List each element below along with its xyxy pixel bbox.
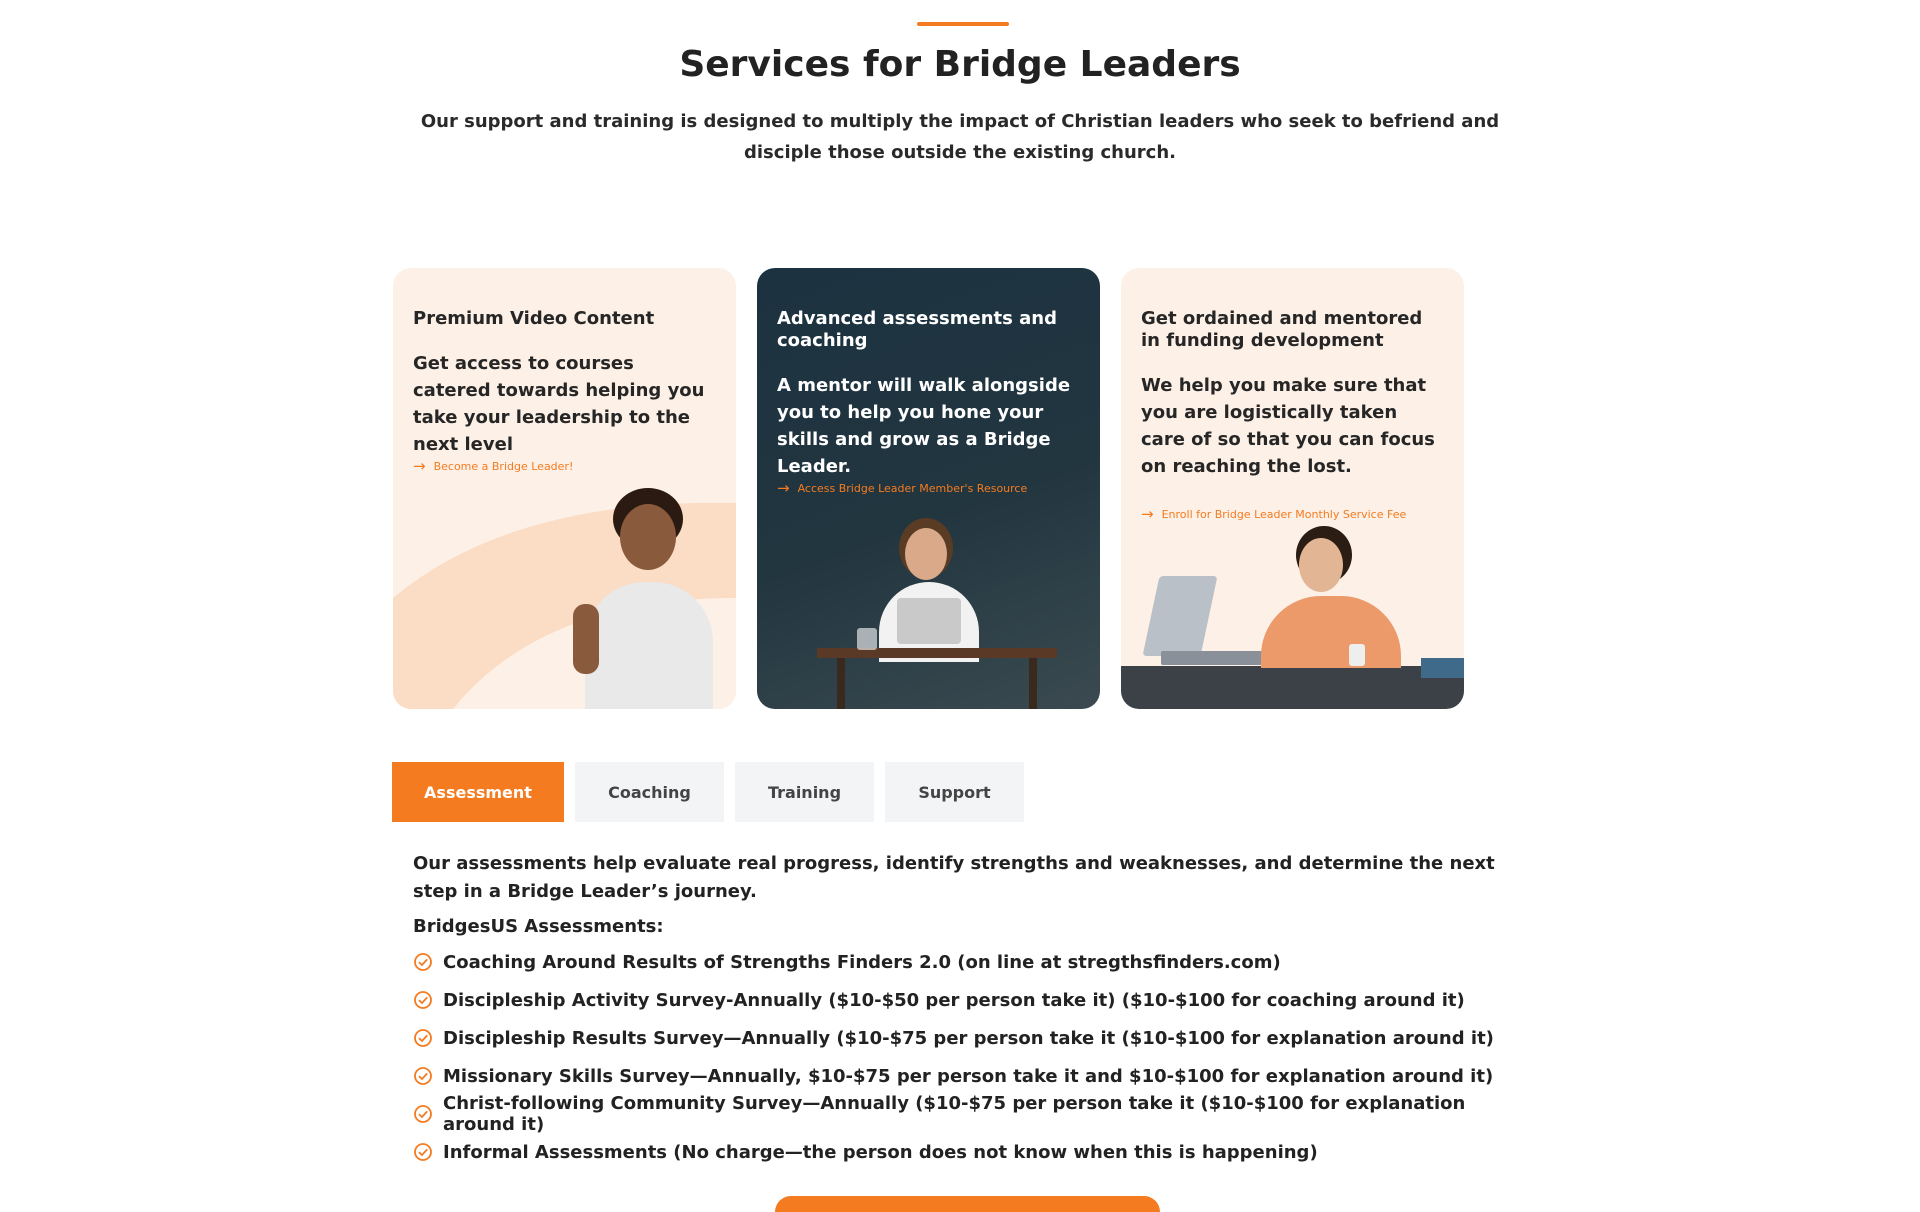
tab-training[interactable]: Training (735, 762, 874, 822)
tab-coaching[interactable]: Coaching (575, 762, 724, 822)
card-body: Get access to courses catered towards helping you take your leadership to the next level (413, 353, 705, 455)
card-body: A mentor will walk alongside you to help you hone your skills and grow as a Bridge Leader. (777, 375, 1071, 477)
check-circle-icon (413, 1066, 433, 1086)
enroll-monthly-fee-link[interactable]: → Enroll for Bridge Leader Monthly Service Fee (1141, 505, 1407, 523)
arrow-right-icon: → (413, 457, 426, 475)
arrow-right-icon: → (1141, 505, 1154, 523)
access-member-resource-link[interactable]: → Access Bridge Leader Member's Resource (777, 479, 1028, 497)
list-item: Coaching Around Results of Strengths Finders 2.0 (on line at stregthsfinders.com) (413, 943, 1523, 981)
list-item: Discipleship Activity Survey-Annually ($10-$50 per person take it) ($10-$100 for coaching around it) (413, 981, 1523, 1019)
card-title: Premium Video Content (413, 308, 655, 329)
list-item: Missionary Skills Survey—Annually, $10-$75 per person take it and $10-$100 for explanation around it) (413, 1057, 1523, 1095)
check-circle-icon (413, 1028, 433, 1048)
check-circle-icon (413, 1142, 433, 1162)
card-body: We help you make sure that you are logistically taken care of so that you can focus on reaching the lost. (1141, 375, 1435, 477)
card-title: Get ordained and mentored in funding development (1141, 308, 1423, 351)
assessment-intro: Our assessments help evaluate real progress, identify strengths and weaknesses, and determine the next step in a Bridge Leader’s journey. (413, 853, 1495, 902)
list-item: Discipleship Results Survey—Annually ($10-$75 per person take it ($10-$100 for explanation around it) (413, 1019, 1523, 1057)
service-tabs (392, 762, 1024, 822)
check-circle-icon (413, 990, 433, 1010)
assessment-list-title: BridgesUS Assessments: (413, 916, 664, 937)
assessment-panel (413, 850, 1523, 1171)
woman-at-desk-image (1121, 526, 1464, 709)
tab-support[interactable]: Support (885, 762, 1024, 822)
title-accent-bar (917, 22, 1009, 26)
woman-thumbs-up-image (573, 486, 723, 709)
card-title: Advanced assessments and coaching (777, 308, 1057, 351)
list-item: Christ-following Community Survey—Annually ($10-$75 per person take it ($10-$100 for explanation around it) (413, 1095, 1523, 1133)
page-title: Services for Bridge Leaders (679, 44, 1241, 85)
become-bridge-leader-link[interactable]: → Become a Bridge Leader! (413, 457, 574, 475)
assessment-list (413, 943, 1523, 1171)
cta-button-partial[interactable] (775, 1196, 1160, 1212)
check-circle-icon (413, 952, 433, 972)
woman-at-laptop-image (817, 518, 1057, 709)
service-card-funding (1121, 268, 1464, 709)
check-circle-icon (413, 1104, 433, 1124)
service-card-coaching (757, 268, 1100, 709)
list-item: Informal Assessments (No charge—the person does not know when this is happening) (413, 1133, 1523, 1171)
arrow-right-icon: → (777, 479, 790, 497)
page-subtitle: Our support and training is designed to multiply the impact of Christian leaders who seek to befriend and disciple those outside the existing church. (420, 111, 1500, 163)
service-card-video (393, 268, 736, 709)
tab-assessment[interactable]: Assessment (392, 762, 564, 822)
